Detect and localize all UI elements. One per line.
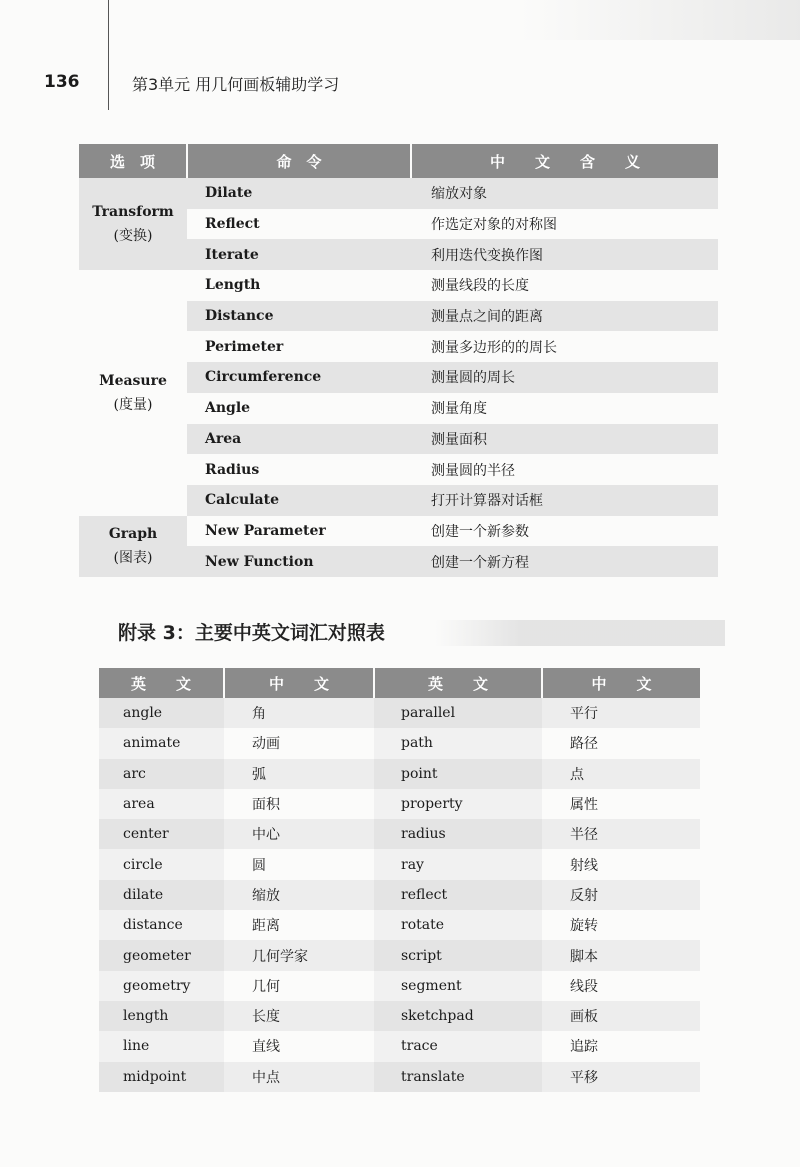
- vocab-chinese: 反射: [542, 880, 700, 910]
- vocab-english: geometry: [99, 971, 224, 1001]
- vocab-chinese: 几何学家: [224, 940, 374, 970]
- vocab-row: [99, 1031, 700, 1061]
- vocab-english: midpoint: [99, 1062, 224, 1092]
- vocab-chinese: 角: [224, 698, 374, 728]
- vocab-english: sketchpad: [374, 1001, 542, 1031]
- column-header-chinese-2: 中 文: [542, 668, 700, 698]
- vocab-english: path: [374, 728, 542, 758]
- vocab-chinese: 线段: [570, 978, 598, 995]
- command-name: Radius: [205, 461, 260, 478]
- vocab-row: [99, 849, 700, 879]
- command-meaning: 测量线段的长度: [431, 278, 529, 295]
- option-chinese: (变换): [113, 228, 153, 245]
- vocab-english: point: [374, 759, 542, 789]
- command-table: [79, 144, 718, 577]
- vocab-chinese: 中点: [224, 1062, 374, 1092]
- vocab-english: rotate: [374, 910, 542, 940]
- vocab-english: arc: [99, 759, 224, 789]
- vocab-english: parallel: [374, 698, 542, 728]
- vocab-english: script: [374, 940, 542, 970]
- vocab-chinese: 动画: [252, 736, 280, 753]
- vocab-english: trace: [374, 1031, 542, 1061]
- column-header-english-2: 英 文: [374, 668, 542, 698]
- command-name: Distance: [187, 301, 411, 332]
- command-name: Dilate: [187, 178, 411, 209]
- command-name: New Parameter: [205, 522, 326, 539]
- vocab-chinese: 中心: [224, 819, 374, 849]
- vocab-chinese: 旋转: [570, 918, 598, 935]
- vocab-chinese: 圆: [252, 857, 266, 874]
- vocab-row: [99, 698, 700, 728]
- command-name: Circumference: [187, 362, 411, 393]
- command-meaning: 缩放对象: [411, 178, 718, 209]
- column-header-option: 选 项: [79, 144, 187, 178]
- vocab-row: [99, 910, 700, 940]
- vocab-english: radius: [374, 819, 542, 849]
- command-meaning: 打开计算器对话框: [411, 485, 718, 516]
- vocab-row: [99, 940, 700, 970]
- vocab-row: [99, 759, 700, 789]
- header-divider: [108, 0, 109, 110]
- vocab-chinese: 缩放: [224, 880, 374, 910]
- vocab-row: [99, 728, 700, 758]
- command-meaning: 测量面积: [411, 424, 718, 455]
- option-cell: [79, 178, 187, 270]
- command-table-header: [79, 144, 718, 178]
- vocabulary-table-header: [99, 668, 700, 698]
- vocab-row: [99, 1001, 700, 1031]
- option-english: Transform: [92, 204, 174, 221]
- vocab-english: ray: [374, 849, 542, 879]
- vocab-chinese: 弧: [224, 759, 374, 789]
- command-name: Iterate: [187, 239, 411, 270]
- vocab-chinese: 画板: [542, 1001, 700, 1031]
- command-meaning: 测量点之间的距离: [411, 301, 718, 332]
- vocab-english: animate: [99, 728, 224, 758]
- header-decoration: [520, 0, 800, 40]
- vocab-chinese: 路径: [570, 736, 598, 753]
- command-meaning: 作选定对象的对称图: [431, 217, 557, 234]
- vocab-row: [99, 789, 700, 819]
- vocab-chinese: 点: [542, 759, 700, 789]
- vocab-english: segment: [374, 971, 542, 1001]
- column-header-chinese-1: 中 文: [224, 668, 374, 698]
- option-chinese: (图表): [113, 550, 153, 567]
- vocab-english: property: [374, 789, 542, 819]
- vocab-chinese: 脚本: [542, 940, 700, 970]
- option-chinese: (度量): [113, 396, 153, 413]
- appendix-title-shade: [435, 620, 725, 646]
- vocab-chinese: 面积: [252, 797, 280, 814]
- command-meaning: 创建一个新方程: [411, 546, 718, 577]
- command-name: Perimeter: [205, 338, 284, 355]
- command-row: [79, 178, 718, 209]
- vocab-row: [99, 880, 700, 910]
- command-row: [79, 516, 718, 547]
- command-meaning: 测量圆的周长: [411, 362, 718, 393]
- vocab-chinese: 射线: [570, 857, 598, 874]
- option-cell: [79, 270, 187, 516]
- column-header-meaning: 中 文 含 义: [411, 144, 718, 178]
- vocab-chinese: 属性: [570, 797, 598, 814]
- vocab-english: center: [99, 819, 224, 849]
- vocab-chinese: 半径: [542, 819, 700, 849]
- option-english: Measure: [99, 372, 167, 389]
- vocab-english: geometer: [99, 940, 224, 970]
- vocab-english: line: [99, 1031, 224, 1061]
- vocab-english: reflect: [374, 880, 542, 910]
- vocab-english: angle: [99, 698, 224, 728]
- column-header-command: 命 令: [187, 144, 411, 178]
- vocab-row: [99, 971, 700, 1001]
- command-meaning: 创建一个新参数: [431, 523, 529, 540]
- vocab-chinese: 追踪: [570, 1039, 598, 1056]
- vocab-row: [99, 819, 700, 849]
- vocab-row: [99, 1062, 700, 1092]
- appendix-title: 附录 3：主要中英文词汇对照表: [118, 622, 385, 644]
- vocab-english: translate: [374, 1062, 542, 1092]
- page-number: 136: [44, 72, 80, 92]
- vocab-english: circle: [99, 849, 224, 879]
- option-cell: [79, 516, 187, 577]
- vocab-chinese: 平行: [542, 698, 700, 728]
- command-meaning: 测量圆的半径: [431, 462, 515, 479]
- option-english: Graph: [108, 526, 158, 543]
- vocab-chinese: 直线: [252, 1039, 280, 1056]
- command-meaning: 测量多边形的的周长: [431, 339, 557, 356]
- command-meaning: 利用迭代变换作图: [411, 239, 718, 270]
- vocab-english: dilate: [99, 880, 224, 910]
- command-meaning: 测量角度: [431, 401, 487, 418]
- vocab-english: area: [99, 789, 224, 819]
- vocab-chinese: 距离: [252, 918, 280, 935]
- command-name: New Function: [187, 546, 411, 577]
- command-name: Area: [187, 424, 411, 455]
- command-row: [79, 270, 718, 301]
- vocabulary-table: [99, 668, 700, 1092]
- command-name: Length: [205, 277, 261, 294]
- vocab-chinese: 几何: [252, 978, 280, 995]
- page-header-title: 第3单元 用几何画板辅助学习: [132, 75, 340, 94]
- vocab-english: distance: [99, 910, 224, 940]
- vocab-chinese: 平移: [542, 1062, 700, 1092]
- vocab-english: length: [99, 1001, 224, 1031]
- column-header-english-1: 英 文: [99, 668, 224, 698]
- command-name: Angle: [205, 400, 251, 417]
- vocab-chinese: 长度: [224, 1001, 374, 1031]
- command-name: Reflect: [205, 216, 260, 233]
- command-name: Calculate: [187, 485, 411, 516]
